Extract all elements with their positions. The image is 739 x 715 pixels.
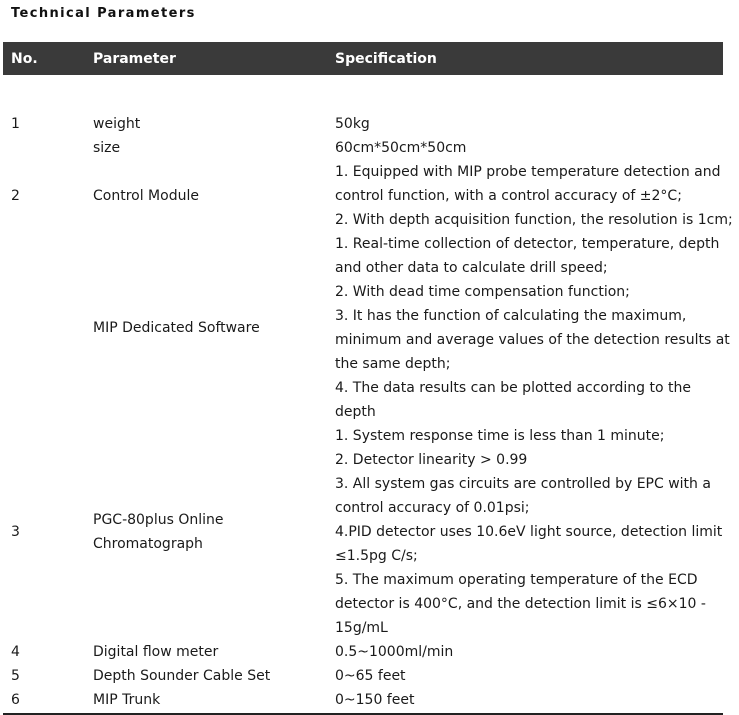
spec-cell: 1. Real-time collection of detector, temperature, depth — [335, 236, 720, 252]
spec-cell: 3. All system gas circuits are controlled by EPC with a — [335, 476, 711, 492]
parameter-cell: Chromatograph — [93, 536, 203, 552]
spec-cell: 60cm*50cm*50cm — [335, 140, 467, 156]
spec-cell: 0.5~1000ml/min — [335, 644, 454, 660]
table-body — [3, 75, 733, 708]
parameter-cell: MIP Trunk — [93, 692, 161, 708]
spec-cell: 1. Equipped with MIP probe temperature detection and — [335, 164, 721, 180]
spec-cell: control function, with a control accuracy of ±2°C; — [335, 188, 682, 204]
spec-cell: 2. With dead time compensation function; — [335, 284, 630, 300]
spec-cell: the same depth; — [335, 356, 451, 372]
spec-cell: 4. The data results can be plotted according to the — [335, 380, 691, 396]
spec-cell: detector is 400°C, and the detection limit is ≤6×10 - — [335, 596, 706, 612]
row-number: 1 — [11, 116, 20, 132]
spec-table — [3, 42, 733, 708]
row-number: 4 — [11, 644, 20, 660]
parameter-cell: Digital flow meter — [93, 644, 219, 660]
spec-cell: 1. System response time is less than 1 minute; — [335, 428, 665, 444]
parameter-cell: Control Module — [93, 188, 199, 204]
parameter-cell: size — [93, 140, 121, 156]
spec-cell: ≤1.5pg C/s; — [335, 548, 418, 564]
spec-cell: depth — [335, 404, 376, 420]
spec-cell: 2. Detector linearity > 0.99 — [335, 452, 528, 468]
table-header — [3, 42, 723, 75]
spec-cell: 5. The maximum operating temperature of the ECD — [335, 572, 698, 588]
spec-cell: 2. With depth acquisition function, the resolution is 1cm; — [335, 212, 733, 228]
row-number: 2 — [11, 188, 20, 204]
spec-cell: 3. It has the function of calculating the maximum, — [335, 308, 687, 324]
spec-cell: 15g/mL — [335, 620, 388, 636]
parameter-cell: PGC-80plus Online — [93, 512, 224, 528]
spec-cell: 50kg — [335, 116, 370, 132]
row-number: 3 — [11, 524, 20, 540]
row-number: 6 — [11, 692, 20, 708]
spec-cell: 0~150 feet — [335, 692, 415, 708]
spec-cell: 0~65 feet — [335, 668, 406, 684]
header-no: No. — [11, 51, 38, 67]
header-parameter: Parameter — [93, 51, 176, 67]
spec-cell: minimum and average values of the detection results at — [335, 332, 730, 348]
spec-cell: and other data to calculate drill speed; — [335, 260, 608, 276]
parameter-cell: MIP Dedicated Software — [93, 320, 260, 336]
parameter-cell: weight — [93, 116, 141, 132]
header-specification: Specification — [335, 51, 437, 67]
row-number: 5 — [11, 668, 20, 684]
parameter-cell: Depth Sounder Cable Set — [93, 668, 271, 684]
page-title: Technical Parameters — [11, 6, 196, 21]
spec-cell: 4.PID detector uses 10.6eV light source, detection limit — [335, 524, 723, 540]
spec-cell: control accuracy of 0.01psi; — [335, 500, 530, 516]
